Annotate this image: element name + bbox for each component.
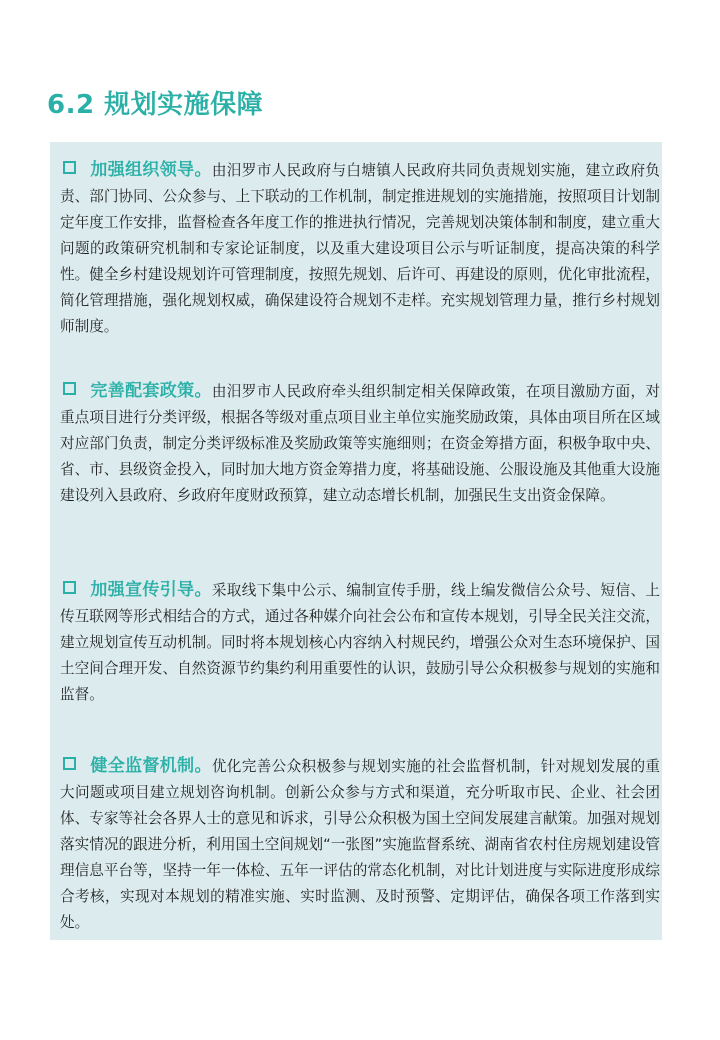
section-body: 由汨罗市人民政府牵头组织制定相关保障政策，在项目激励方面，对重点项目进行分类评级，根据各等级对重点项目业主单位实施奖励政策，具体由项目所在区域对应部门负责，制定分类评级标准及奖励政策等实施细则；在资金筹措方面，积极争取中央、省、市、县级资金投入，同时加大地方资金筹措力度，将基础设施、公服设施及其他重大设施建设列入县政府、乡政府年度财政预算，建立动态增长机制，加强民生支出资金保障。 — [60, 383, 660, 504]
section-heading: 加强宣传引导。 — [90, 580, 212, 600]
section-body: 采取线下集中公示、编制宣传手册，线上编发微信公众号、短信、上传互联网等形式相结合的方式，通过各种媒介向社会公布和宣传本规划，引导全民关注交流，建立规划宣传互动机制。同时将本规划核心内容纳入村规民约，增强公众对生态环境保护、国土空间合理开发、自然资源节约集约利用重要性的认识，鼓励引导公众积极参与规划的实施和监督。 — [60, 582, 660, 703]
section-publicity-guidance — [60, 577, 660, 708]
square-bullet-icon — [63, 161, 76, 174]
section-heading: 加强组织领导。 — [90, 160, 212, 180]
square-bullet-icon — [63, 581, 76, 594]
section-supporting-policies — [60, 378, 660, 509]
square-bullet-icon — [63, 757, 76, 770]
section-heading: 健全监督机制。 — [90, 756, 212, 776]
section-heading: 完善配套政策。 — [90, 381, 212, 401]
section-body: 优化完善公众积极参与规划实施的社会监督机制，针对规划发展的重大问题或项目建立规划咨询机制。创新公众参与方式和渠道，充分听取市民、企业、社会团体、专家等社会各界人士的意见和诉求，引导公众积极为国土空间发展建言献策。加强对规划落实情况的跟进分析，利用国土空间规划“一张图”实施监督系统、湖南省农村住房规划建设管理信息平台等，坚持一年一体检、五年一评估的常态化机制，对比计划进度与实际进度形成综合考核，实现对本规划的精准实施、实时监测、及时预警、定期评估，确保各项工作落到实处。 — [60, 758, 660, 931]
section-organization-leadership — [60, 157, 660, 340]
square-bullet-icon — [63, 382, 76, 395]
section-supervision-mechanism — [60, 753, 660, 936]
page-title: 6.2 规划实施保障 — [47, 90, 264, 120]
section-body: 由汨罗市人民政府与白塘镇人民政府共同负责规划实施，建立政府负责、部门协同、公众参与、上下联动的工作机制，制定推进规划的实施措施，按照项目计划制定年度工作安排，监督检查各年度工作的推进执行情况，完善规划决策体制和制度，建立重大问题的政策研究机制和专家论证制度，以及重大建设项目公示与听证制度，提高决策的科学性。健全乡村建设规划许可管理制度，按照先规划、后许可、再建设的原则，优化审批流程，简化管理措施，强化规划权威，确保建设符合规划不走样。充实规划管理力量，推行乡村规划师制度。 — [60, 162, 660, 335]
